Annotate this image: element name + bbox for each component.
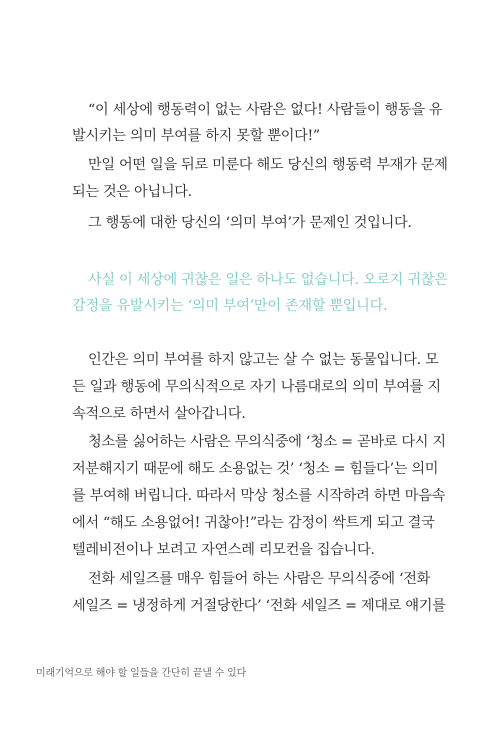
paragraph-line: “이 세상에 행동력이 없는 사람은 없다! 사람들이 행동을 유: [88, 102, 443, 118]
paragraph-line: 세일즈 = 냉정하게 거절당한다’ ‘전화 세일즈 = 제대로 얘기를: [72, 598, 446, 614]
highlight-line: 사실 이 세상에 귀찮은 일은 하나도 없습니다. 오로지 귀찮은: [88, 272, 448, 288]
paragraph-line: 텔레비전이나 보려고 자연스레 리모컨을 집습니다.: [72, 542, 375, 558]
running-footer: 미래기억으로 해야 할 일들을 간단히 끝낼 수 있다: [36, 668, 247, 679]
paragraph-line: 되는 것은 아닙니다.: [72, 184, 192, 200]
paragraph-line: 를 부여해 버립니다. 따라서 막상 청소를 시작하려 하면 마음속: [72, 488, 446, 504]
paragraph-line: 든 일과 행동에 무의식적으로 자기 나름대로의 의미 부여를 지: [72, 379, 441, 395]
paragraph-line: 속적으로 하면서 살아갑니다.: [72, 406, 246, 422]
paragraph-line: 발시키는 의미 부여를 하지 못할 뿐이다!”: [72, 128, 320, 144]
highlight-line: 감정을 유발시키는 ‘의미 부여’만이 존재할 뿐입니다.: [72, 298, 388, 314]
paragraph-line: 그 행동에 대한 당신의 ‘의미 부여’가 문제인 것입니다.: [88, 215, 412, 231]
paragraph-line: 인간은 의미 부여를 하지 않고는 살 수 없는 동물입니다. 모: [88, 352, 439, 368]
paragraph-line: 청소를 싫어하는 사람은 무의식중에 ‘청소 = 곧바로 다시 지: [88, 434, 446, 450]
paragraph-line: 에서 “해도 소용없어! 귀찮아!”라는 감정이 싹트게 되고 결국: [72, 515, 435, 531]
paragraph-line: 만일 어떤 일을 뒤로 미룬다 해도 당신의 행동력 부재가 문제: [88, 157, 448, 173]
paragraph-line: 전화 세일즈를 매우 힘들어 하는 사람은 무의식중에 ‘전화: [88, 571, 430, 587]
paragraph-line: 저분해지기 때문에 해도 소용없는 것’ ‘청소 = 힘들다’는 의미: [72, 461, 439, 477]
